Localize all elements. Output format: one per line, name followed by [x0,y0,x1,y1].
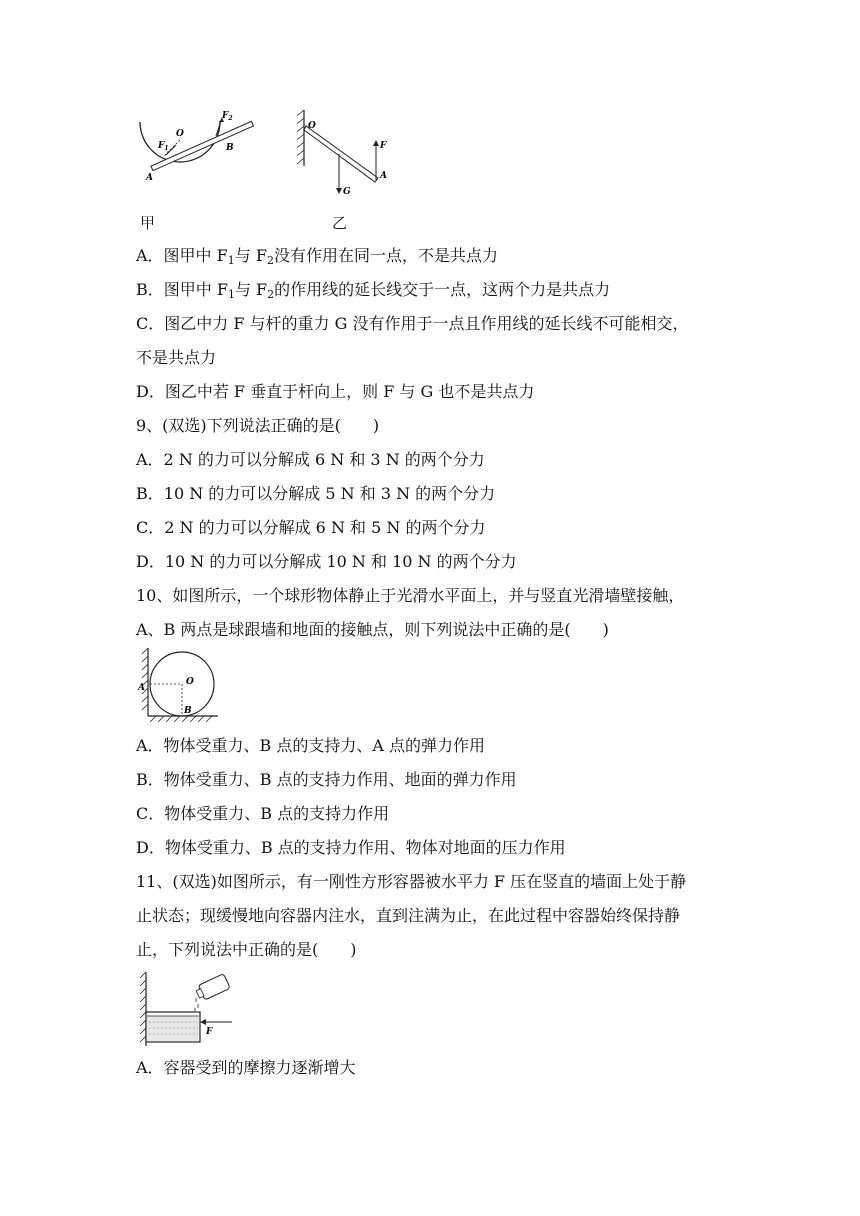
label-f1: $F_1$ [158,141,169,152]
q9-option-d: D．10 N 的力可以分解成 10 N 和 10 N 的两个分力 [136,552,517,571]
label-o-ball: O [186,677,194,687]
q11-stem-line2: 止状态；现缓慢地向容器内注水，直到注满为止，在此过程中容器始终保持静 [136,906,681,925]
q8-option-c-line2: 不是共点力 [136,348,217,367]
caption-yi: 乙 [332,214,348,232]
q9-option-c: C．2 N 的力可以分解成 6 N 和 5 N 的两个分力 [136,518,486,537]
q8-option-d: D．图乙中若 F 垂直于杆向上，则 F 与 G 也不是共点力 [136,382,535,401]
label-f-yi: F [380,141,387,151]
figure-yi [292,108,392,198]
label-a-yi: A [380,171,387,181]
label-g: G [343,187,351,197]
figure-q10-ball [136,646,226,726]
q10-option-a: A．物体受重力、B 点的支持力、A 点的弹力作用 [136,736,486,755]
caption-jia: 甲 [140,214,156,232]
label-b-ball: B [184,706,192,716]
q9-option-b: B．10 N 的力可以分解成 5 N 和 3 N 的两个分力 [136,484,496,503]
q8-option-a: A．图甲中 $F_1$与 $F_2$没有作用在同一点，不是共点力 [136,246,498,267]
q8-option-c-line1: C．图乙中力 F 与杆的重力 G 没有作用于一点且作用线的延长线不可能相交， [136,314,689,333]
label-a-jia: A [146,173,153,183]
label-b-jia: B [226,143,234,153]
label-f-container: F [206,1027,213,1037]
q10-option-b: B．物体受重力、B 点的支持力作用、地面的弹力作用 [136,770,517,789]
q9-stem: 9、(双选)下列说法正确的是( ) [136,416,380,435]
q10-stem-line1: 10、如图所示，一个球形物体静止于光滑水平面上，并与竖直光滑墙壁接触， [136,586,685,605]
q11-stem-line1: 11、(双选)如图所示，有一刚性方形容器被水平力 F 压在竖直的墙面上处于静 [136,872,687,891]
q8-option-b: B．图甲中 $F_1$与 $F_2$的作用线的延长线交于一点，这两个力是共点力 [136,280,611,301]
label-a-ball: A [138,683,145,693]
q10-option-d: D．物体受重力、B 点的支持力作用、物体对地面的压力作用 [136,838,566,857]
label-f2: $F_2$ [222,111,233,122]
q10-option-c: C．物体受重力、B 点的支持力作用 [136,804,390,823]
q11-option-a: A．容器受到的摩擦力逐渐增大 [136,1058,356,1077]
q11-stem-line3: 止，下列说法中正确的是( ) [136,940,357,959]
label-o-jia: O [176,129,184,139]
figure-q11-container [136,968,246,1048]
q9-option-a: A．2 N 的力可以分解成 6 N 和 3 N 的两个分力 [136,450,485,469]
figure-jia [136,108,266,188]
label-o-yi: O [308,121,316,131]
q10-stem-line2: A、B 两点是球跟墙和地面的接触点，则下列说法中正确的是( ) [136,620,609,639]
